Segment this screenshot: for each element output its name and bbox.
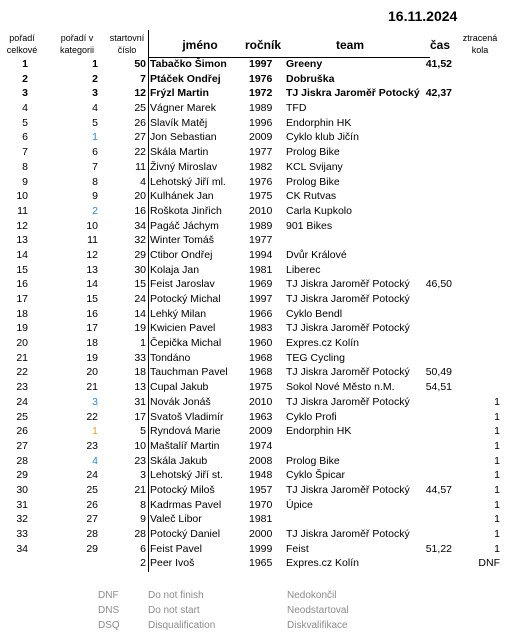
time-cell: 41,52 <box>425 58 452 70</box>
birth-year-cell: 1977 <box>249 234 273 247</box>
name-cell: Kwicien Pavel <box>150 322 216 335</box>
birth-year-cell: 1976 <box>249 72 273 85</box>
name-cell: Potocký Miloš <box>150 483 215 496</box>
start-number-cell: 9 <box>140 513 146 526</box>
start-number-cell: 5 <box>140 425 146 438</box>
header-ztracena-kola <box>456 32 504 56</box>
lost-laps-cell: 1 <box>494 425 500 438</box>
category-rank-cell: 3 <box>92 87 98 100</box>
start-number-cell: 26 <box>134 116 146 129</box>
lost-laps-cell: 1 <box>494 528 500 540</box>
overall-rank-cell: 27 <box>16 439 28 452</box>
start-number-cell: 10 <box>134 439 146 452</box>
start-number-cell: 29 <box>134 248 146 261</box>
name-cell: Vágner Marek <box>150 102 216 115</box>
start-number-cell: 20 <box>134 190 146 203</box>
table-row <box>0 321 510 336</box>
table-row <box>0 527 510 542</box>
birth-year-cell: 1968 <box>249 351 273 364</box>
overall-rank-cell: 34 <box>16 542 28 555</box>
birth-year-cell: 1989 <box>249 102 273 115</box>
name-cell: Ctibor Ondřej <box>150 248 213 261</box>
start-number-cell: 21 <box>134 483 146 496</box>
category-rank-cell: 1 <box>92 58 98 70</box>
results-table <box>0 57 510 571</box>
table-row <box>0 483 510 498</box>
category-rank-cell: 7 <box>92 160 98 173</box>
legend-czech: Diskvalifikace <box>287 620 348 631</box>
lost-laps-cell: 1 <box>494 469 500 482</box>
category-rank-cell: 27 <box>86 513 98 526</box>
category-rank-cell: 26 <box>86 498 98 511</box>
team-cell: Liberec <box>286 263 321 276</box>
team-cell: Cyklo Špicar <box>286 469 345 482</box>
overall-rank-cell: 18 <box>16 307 28 320</box>
name-cell: Feist Jaroslav <box>150 278 215 291</box>
category-rank-cell: 1 <box>92 425 98 438</box>
category-rank-cell: 11 <box>87 234 98 247</box>
category-rank-cell: 23 <box>86 439 98 452</box>
time-cell: 46,50 <box>425 278 452 291</box>
category-rank-cell: 4 <box>92 102 98 115</box>
header-poradi-celkove-line2: celkové <box>6 45 38 55</box>
header-startovni-cislo-line2: číslo <box>117 45 137 55</box>
name-cell: Skála Jakub <box>150 454 208 467</box>
table-row <box>0 351 510 366</box>
birth-year-cell: 1975 <box>249 381 273 394</box>
legend-code: DNF <box>98 590 119 601</box>
team-cell: TJ Jiskra Jaroměř Potocký <box>286 395 410 408</box>
category-rank-cell: 8 <box>92 175 98 188</box>
birth-year-cell: 1972 <box>249 87 273 100</box>
birth-year-cell: 1968 <box>249 366 273 379</box>
start-number-cell: 50 <box>134 58 146 70</box>
birth-year-cell: 2000 <box>249 528 273 540</box>
overall-rank-cell: 7 <box>22 146 28 159</box>
start-number-cell: 18 <box>134 366 146 379</box>
overall-rank-cell: 11 <box>17 204 28 217</box>
start-number-cell: 24 <box>134 293 146 305</box>
team-cell: TJ Jiskra Jaroměř Potocký <box>286 293 410 305</box>
category-rank-cell: 25 <box>86 483 98 496</box>
team-cell: TEG Cycling <box>286 351 345 364</box>
legend-english: Do not finish <box>148 590 204 601</box>
name-cell: Tabačko Šimon <box>150 58 227 70</box>
header-jmeno: jméno <box>182 38 218 52</box>
table-row <box>0 498 510 513</box>
overall-rank-cell: 3 <box>22 87 28 100</box>
name-cell: Maštalíř Martin <box>150 439 220 452</box>
table-row <box>0 189 510 204</box>
category-rank-cell: 1 <box>92 131 98 144</box>
lost-laps-cell: DNF <box>478 557 500 570</box>
birth-year-cell: 2009 <box>249 131 273 144</box>
team-cell: Prolog Bike <box>286 175 340 188</box>
name-cell: Valeč Libor <box>150 513 202 526</box>
start-number-cell: 12 <box>134 87 146 100</box>
category-rank-cell: 2 <box>92 72 98 85</box>
table-row <box>0 86 510 101</box>
table-row <box>0 130 510 145</box>
name-cell: Lehotský Jiří st. <box>150 469 223 482</box>
team-cell: KCL Svijany <box>286 160 343 173</box>
header-team: team <box>335 38 364 52</box>
team-cell: Dobruška <box>286 72 335 85</box>
table-row <box>0 175 510 190</box>
overall-rank-cell: 17 <box>16 293 28 305</box>
start-number-cell: 27 <box>134 131 146 144</box>
category-rank-cell: 22 <box>86 410 98 423</box>
birth-year-cell: 2010 <box>249 395 273 408</box>
time-cell: 44,57 <box>425 483 452 496</box>
legend-row <box>0 603 510 618</box>
header-poradi-kategorie-line1: pořadí v <box>60 33 94 43</box>
birth-year-cell: 1974 <box>249 439 273 452</box>
team-cell: TJ Jiskra Jaroměř Potocký <box>286 528 410 540</box>
header-startovni-cislo-line1: startovní <box>109 33 145 43</box>
name-cell: Slavík Matěj <box>150 116 208 129</box>
table-row <box>0 204 510 219</box>
start-number-cell: 14 <box>134 307 146 320</box>
start-number-cell: 16 <box>134 204 146 217</box>
birth-year-cell: 1999 <box>249 542 273 555</box>
time-cell: 50,49 <box>425 366 452 379</box>
start-number-cell: 8 <box>140 498 146 511</box>
birth-year-cell: 1970 <box>249 498 273 511</box>
table-row <box>0 219 510 234</box>
overall-rank-cell: 2 <box>22 72 28 85</box>
start-number-cell: 6 <box>140 542 146 555</box>
header-poradi-celkove-line1: pořadí <box>9 33 35 43</box>
table-row <box>0 542 510 557</box>
birth-year-cell: 1957 <box>249 483 273 496</box>
name-cell: Lehký Milan <box>150 307 207 320</box>
overall-rank-cell: 24 <box>16 395 28 408</box>
table-row <box>0 248 510 263</box>
table-row <box>0 512 510 527</box>
table-row <box>0 101 510 116</box>
birth-year-cell: 1989 <box>249 219 273 232</box>
name-cell: Winter Tomáš <box>150 234 214 247</box>
overall-rank-cell: 29 <box>16 469 28 482</box>
table-row <box>0 57 510 72</box>
team-cell: TJ Jiskra Jaroměř Potocký <box>286 366 410 379</box>
category-rank-cell: 19 <box>86 351 98 364</box>
category-rank-cell: 29 <box>86 542 98 555</box>
table-row <box>0 395 510 410</box>
overall-rank-cell: 6 <box>22 131 28 144</box>
time-cell: 51,22 <box>425 542 452 555</box>
team-cell: Sokol Nové Město n.M. <box>286 381 395 394</box>
legend-code: DNS <box>98 605 120 616</box>
overall-rank-cell: 28 <box>16 454 28 467</box>
overall-rank-cell: 23 <box>16 381 28 394</box>
birth-year-cell: 1977 <box>249 146 273 159</box>
name-cell: Živný Miroslav <box>150 160 218 173</box>
category-rank-cell: 24 <box>86 469 98 482</box>
team-cell: TJ Jiskra Jaroměř Potocký <box>286 87 420 100</box>
start-number-cell: 13 <box>134 381 146 394</box>
name-cell: Svatoš Vladimír <box>150 410 224 423</box>
overall-rank-cell: 14 <box>16 248 28 261</box>
legend-row <box>0 618 510 633</box>
table-row <box>0 233 510 248</box>
time-cell: 54,51 <box>425 381 452 394</box>
table-row <box>0 454 510 469</box>
category-rank-cell: 3 <box>92 395 98 408</box>
lost-laps-cell: 1 <box>494 498 500 511</box>
team-cell: Dvůr Králové <box>286 248 347 261</box>
name-cell: Cupal Jakub <box>150 381 209 394</box>
legend-english: Disqualification <box>148 620 216 631</box>
header-rocnik: ročník <box>244 38 281 52</box>
table-row <box>0 277 510 292</box>
team-cell: Prolog Bike <box>286 454 340 467</box>
birth-year-cell: 1969 <box>249 278 273 291</box>
overall-rank-cell: 20 <box>16 337 28 350</box>
birth-year-cell: 1982 <box>249 160 273 173</box>
lost-laps-cell: 1 <box>494 542 500 555</box>
start-number-cell: 11 <box>135 160 146 173</box>
category-rank-cell: 17 <box>86 322 98 335</box>
overall-rank-cell: 15 <box>16 263 28 276</box>
table-row <box>0 116 510 131</box>
overall-rank-cell: 22 <box>16 366 28 379</box>
category-rank-cell: 16 <box>86 307 98 320</box>
overall-rank-cell: 8 <box>22 160 28 173</box>
team-cell: Greeny <box>286 58 323 70</box>
name-cell: Lehotský Jiří ml. <box>150 175 226 188</box>
header-poradi-kategorie-line2: kategorii <box>59 45 95 55</box>
start-number-cell: 7 <box>140 72 146 85</box>
team-cell: Prolog Bike <box>286 146 340 159</box>
table-row <box>0 556 510 571</box>
category-rank-cell: 15 <box>86 293 98 305</box>
name-cell: Tondáno <box>150 351 191 364</box>
team-cell: Cyklo Bendl <box>286 307 343 320</box>
name-cell: Roškota Jinřich <box>150 204 222 217</box>
table-row <box>0 263 510 278</box>
birth-year-cell: 1948 <box>249 469 273 482</box>
time-cell: 42,37 <box>425 87 452 100</box>
category-rank-cell: 6 <box>92 146 98 159</box>
name-cell: Potocký Daniel <box>150 528 221 540</box>
team-cell: Endorphin HK <box>286 425 352 438</box>
overall-rank-cell: 10 <box>16 190 28 203</box>
overall-rank-cell: 9 <box>22 175 28 188</box>
team-cell: CK Rutvas <box>286 190 337 203</box>
birth-year-cell: 2010 <box>249 204 273 217</box>
birth-year-cell: 1997 <box>249 293 273 305</box>
birth-year-cell: 1963 <box>249 410 273 423</box>
category-rank-cell: 20 <box>86 366 98 379</box>
name-cell: Peer Ivoš <box>150 557 195 570</box>
legend <box>0 588 510 633</box>
team-cell: TJ Jiskra Jaroměř Potocký <box>286 483 410 496</box>
birth-year-cell: 1965 <box>249 557 273 570</box>
name-cell: Pagáč Jáchym <box>150 219 219 232</box>
start-number-cell: 30 <box>134 263 146 276</box>
overall-rank-cell: 32 <box>16 513 28 526</box>
category-rank-cell: 13 <box>86 263 98 276</box>
lost-laps-cell: 1 <box>494 454 500 467</box>
legend-english: Do not start <box>148 605 200 616</box>
team-cell: TJ Jiskra Jaroměř Potocký <box>286 278 410 291</box>
overall-rank-cell: 1 <box>22 58 28 70</box>
team-cell: Expres.cz Kolín <box>286 557 359 570</box>
start-number-cell: 3 <box>140 469 146 482</box>
table-row <box>0 424 510 439</box>
start-number-cell: 1 <box>140 337 146 350</box>
start-number-cell: 23 <box>134 454 146 467</box>
birth-year-cell: 1997 <box>249 58 273 70</box>
overall-rank-cell: 30 <box>16 483 28 496</box>
legend-row <box>0 588 510 603</box>
table-row <box>0 380 510 395</box>
header-startovni-cislo <box>106 32 148 56</box>
lost-laps-cell: 1 <box>494 483 500 496</box>
category-rank-cell: 14 <box>86 278 98 291</box>
name-cell: Tauchman Pavel <box>150 366 228 379</box>
team-cell: Expres.cz Kolín <box>286 337 359 350</box>
race-date: 16.11.2024 <box>388 8 458 24</box>
table-row <box>0 145 510 160</box>
legend-czech: Neodstartoval <box>287 605 349 616</box>
start-number-cell: 17 <box>134 410 146 423</box>
category-rank-cell: 10 <box>86 219 98 232</box>
birth-year-cell: 1996 <box>249 116 273 129</box>
team-cell: 901 Bikes <box>286 219 333 232</box>
birth-year-cell: 1981 <box>249 263 273 276</box>
overall-rank-cell: 31 <box>16 498 28 511</box>
start-number-cell: 25 <box>134 102 146 115</box>
start-number-cell: 34 <box>134 219 146 232</box>
lost-laps-cell: 1 <box>494 513 500 526</box>
team-cell: TJ Jiskra Jaroměř Potocký <box>286 322 410 335</box>
team-cell: TFD <box>286 102 307 115</box>
team-cell: Feist <box>286 542 309 555</box>
name-cell: Frýzl Martin <box>150 87 209 100</box>
name-cell: Kulhánek Jan <box>150 190 214 203</box>
header-cas: čas <box>429 38 451 52</box>
name-cell: Ptáček Ondřej <box>150 72 221 85</box>
overall-rank-cell: 25 <box>16 410 28 423</box>
category-rank-cell: 21 <box>86 381 98 394</box>
category-rank-cell: 9 <box>92 190 98 203</box>
header-ztracena-kola-line2: kola <box>471 45 489 55</box>
team-cell: Cyklo klub Jičín <box>286 131 359 144</box>
lost-laps-cell: 1 <box>494 439 500 452</box>
name-cell: Kadrmas Pavel <box>150 498 222 511</box>
header-poradi-celkove <box>2 32 42 56</box>
overall-rank-cell: 26 <box>16 425 28 438</box>
table-row <box>0 468 510 483</box>
birth-year-cell: 1994 <box>249 248 273 261</box>
overall-rank-cell: 16 <box>16 278 28 291</box>
category-rank-cell: 12 <box>86 248 98 261</box>
team-cell: Endorphin HK <box>286 116 352 129</box>
birth-year-cell: 2008 <box>249 454 273 467</box>
table-row <box>0 72 510 87</box>
lost-laps-cell: 1 <box>494 410 500 423</box>
start-number-cell: 4 <box>140 175 146 188</box>
overall-rank-cell: 5 <box>22 116 28 129</box>
overall-rank-cell: 19 <box>16 322 28 335</box>
start-number-cell: 32 <box>134 234 146 247</box>
start-number-cell: 33 <box>134 351 146 364</box>
overall-rank-cell: 13 <box>16 234 28 247</box>
birth-year-cell: 1976 <box>249 175 273 188</box>
table-row <box>0 410 510 425</box>
name-cell: Potocký Michal <box>150 293 221 305</box>
overall-rank-cell: 33 <box>16 528 28 540</box>
name-cell: Novák Jonáš <box>150 395 211 408</box>
category-rank-cell: 5 <box>92 116 98 129</box>
table-row <box>0 336 510 351</box>
name-cell: Skála Martin <box>150 146 209 159</box>
legend-code: DSQ <box>98 620 120 631</box>
table-row <box>0 365 510 380</box>
table-row <box>0 160 510 175</box>
birth-year-cell: 1975 <box>249 190 273 203</box>
start-number-cell: 2 <box>140 557 146 570</box>
overall-rank-cell: 4 <box>22 102 28 115</box>
name-cell: Ryndová Marie <box>150 425 221 438</box>
birth-year-cell: 1960 <box>249 337 273 350</box>
category-rank-cell: 2 <box>92 204 98 217</box>
table-row <box>0 439 510 454</box>
category-rank-cell: 28 <box>86 528 98 540</box>
team-cell: Cyklo Profi <box>286 410 337 423</box>
overall-rank-cell: 21 <box>16 351 28 364</box>
lost-laps-cell: 1 <box>494 395 500 408</box>
header-ztracena-kola-line1: ztracená <box>462 33 498 43</box>
start-number-cell: 31 <box>134 395 146 408</box>
start-number-cell: 19 <box>134 322 146 335</box>
team-cell: Carla Kupkolo <box>286 204 352 217</box>
birth-year-cell: 1983 <box>249 322 273 335</box>
team-cell: Úpice <box>286 498 313 511</box>
table-row <box>0 307 510 322</box>
header-poradi-kategorie <box>52 32 102 56</box>
start-number-cell: 15 <box>134 278 146 291</box>
category-rank-cell: 4 <box>92 454 98 467</box>
table-row <box>0 292 510 307</box>
name-cell: Feist Pavel <box>150 542 202 555</box>
birth-year-cell: 2009 <box>249 425 273 438</box>
name-cell: Čepička Michal <box>150 337 222 350</box>
birth-year-cell: 1966 <box>249 307 273 320</box>
name-cell: Kolaja Jan <box>150 263 200 276</box>
birth-year-cell: 1981 <box>249 513 273 526</box>
category-rank-cell: 18 <box>86 337 98 350</box>
name-cell: Jon Sebastian <box>150 131 217 144</box>
legend-czech: Nedokončil <box>287 590 337 601</box>
start-number-cell: 28 <box>134 528 146 540</box>
overall-rank-cell: 12 <box>16 219 28 232</box>
start-number-cell: 22 <box>134 146 146 159</box>
